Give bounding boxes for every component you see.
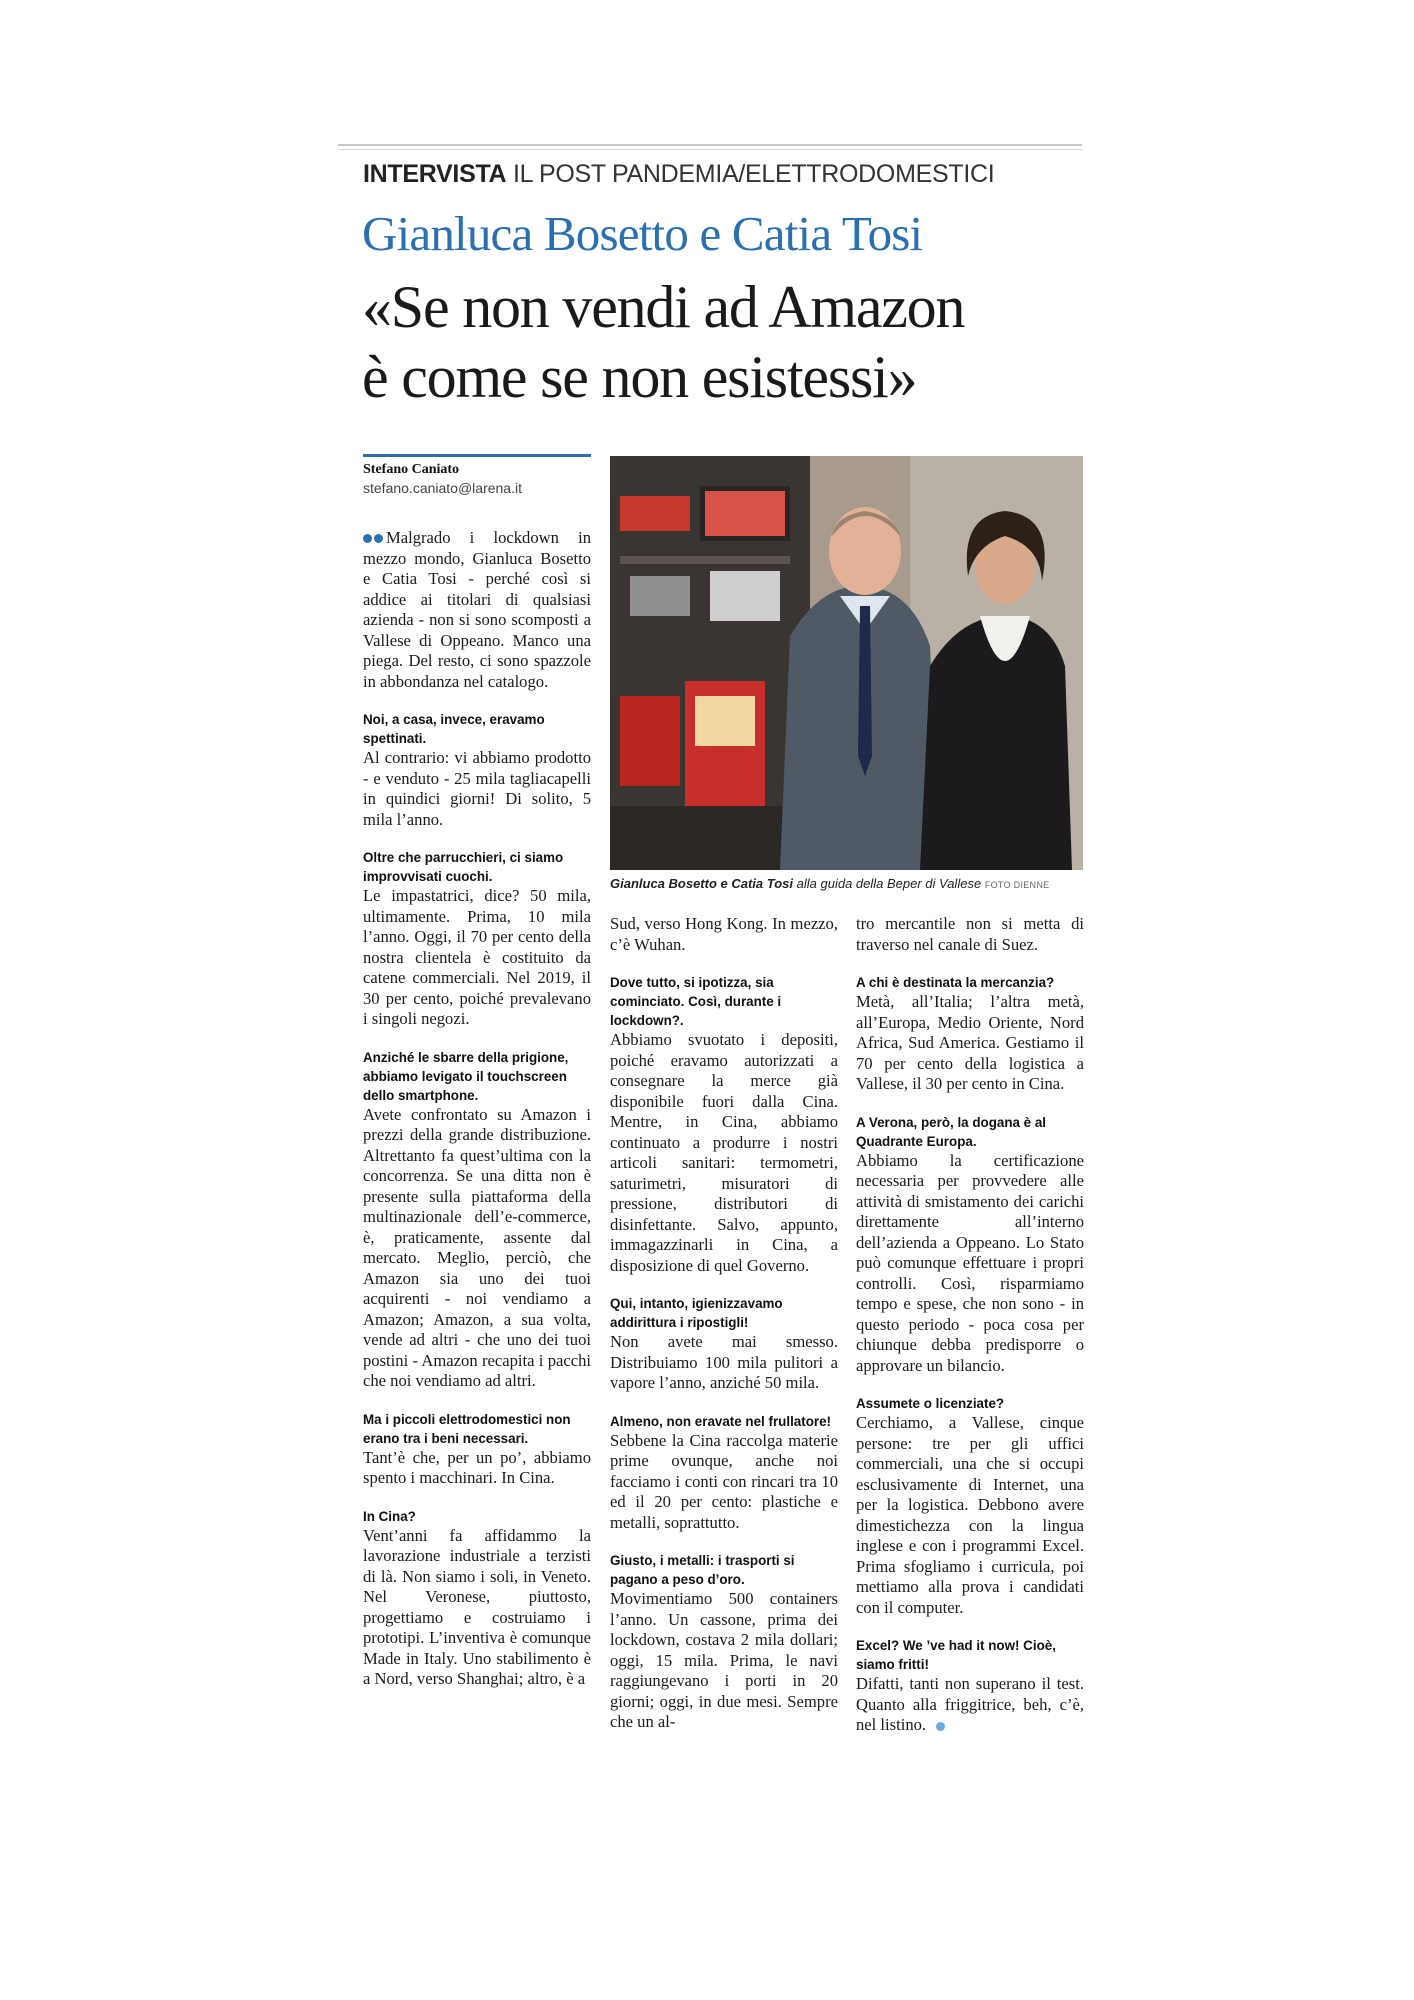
interview-answer: [610, 1332, 838, 1394]
interview-answer: [363, 1105, 591, 1392]
article-column-3: [856, 914, 1084, 1736]
kicker-topic: IL POST PANDEMIA/ELETTRODOMESTICI: [512, 160, 995, 188]
byline-author: Stefano Caniato: [363, 462, 460, 477]
answer-text: Malgrado i lockdown in mezzo mondo, Gianluca Bosetto e Catia Tosi - perché così si addice ai titolari di qualsiasi azienda - non si sono scomposti a Vallese di Oppeano. Manco una piega. Del resto, ci sono spazzole in abbondanza nel catalogo.: [363, 528, 591, 691]
caption-credit: FOTO DIENNE: [984, 880, 1050, 890]
interview-question: Ma i piccoli elettrodomestici non erano tra i beni necessari.: [363, 1411, 571, 1446]
article-photo: [610, 456, 1083, 870]
interview-answer: [610, 1431, 838, 1534]
photo-illustration: [610, 456, 1083, 870]
interview-question: Excel? We ’ve had it now! Cioè, siamo fritti!: [856, 1638, 1056, 1672]
interview-question: Oltre che parrucchieri, ci siamo improvvisati cuochi.: [363, 850, 564, 884]
interview-answer: [610, 1589, 838, 1733]
byline-email[interactable]: stefano.caniato@larena.it: [363, 480, 522, 496]
interview-question: Anziché le sbarre della prigione, abbiamo levigato il touchscreen dello smartphone.: [363, 1049, 569, 1103]
answer-text: Metà, all’Italia; l’altra metà, all’Europa, Medio Oriente, Nord Africa, Sud America. Gestiamo il 70 per cento della logistica a Vallese, il 30 per cento in Cina.: [856, 992, 1084, 1093]
interview-question: A Verona, però, la dogana è al Quadrante Europa.: [856, 1114, 1047, 1149]
interview-answer: [363, 886, 591, 1030]
interview-question: Almeno, non eravate nel frullatore!: [610, 1413, 831, 1429]
interview-question: In Cina?: [363, 1508, 416, 1524]
interview-answer: [363, 528, 591, 692]
headline-line-2: è come se non esistessi»: [362, 344, 917, 410]
answer-text: Cerchiamo, a Vallese, cinque persone: tre per gli uffici commerciali, una che si occupi esclusivamente di Internet, una per la logistica. Debbono avere dimestichezza con la lingua inglese e con i programmi Excel. Prima sfogliamo i curricula, poi mettiamo alla prova i candidati con il computer.: [856, 1413, 1084, 1617]
section-kicker: [363, 160, 994, 189]
interview-answer: [856, 914, 1084, 955]
interview-answer: [363, 1448, 591, 1489]
answer-text: Sud, verso Hong Kong. In mezzo, c’è Wuhan.: [610, 914, 838, 954]
kicker-section: INTERVISTA: [363, 160, 507, 188]
lead-bullet-icon: [363, 528, 386, 538]
answer-text: Difatti, tanti non superano il test. Quanto alla friggitrice, beh, c’è, nel listino.: [856, 1674, 1084, 1734]
answer-text: Le impastatrici, dice? 50 mila, ultimamente. Prima, 10 mila l’anno. Oggi, il 70 per cento della nostra clientela è costituito da catene commerciali. Nel 2019, il 30 per cento, poiché prevalevano i singoli negozi.: [363, 886, 591, 1028]
answer-text: Al contrario: vi abbiamo prodotto - e venduto - 25 mila tagliacapelli in quindici giorni! Di solito, 5 mila l’anno.: [363, 748, 591, 829]
interview-answer: [856, 1413, 1084, 1618]
interview-question: Noi, a casa, invece, eravamo spettinati.: [363, 712, 545, 746]
answer-text: Movimentiamo 500 containers l’anno. Un cassone, prima dei lockdown, costava 2 mila dollari; oggi, 15 mila. Prima, le navi raggiungevano i porti in 20 giorni; oggi, in due mesi. Sempre che un al-: [610, 1589, 838, 1731]
answer-text: Abbiamo la certificazione necessaria per provvedere alle attività di smistamento dei carichi direttamente all’interno dell’azienda a Oppeano. Lo Stato può comunque effettuare i propri controlli. Così, risparmiamo tempo e spese, che non sono - in questo periodo - poca cosa per chiunque debba predisporre o approvare un bilancio.: [856, 1150, 1084, 1375]
caption-names: Gianluca Bosetto e Catia Tosi: [610, 876, 794, 891]
interview-question: Assumete o licenziate?: [856, 1396, 1005, 1411]
article-column-1: [363, 528, 591, 1690]
header-rule: [338, 144, 1082, 146]
article-column-2: [610, 914, 838, 1733]
answer-text: Non avete mai smesso. Distribuiamo 100 mila pulitori a vapore l’anno, anziché 50 mila.: [610, 1332, 838, 1392]
answer-text: Avete confrontato su Amazon i prezzi della grande distribuzione. Altrettanto fa quest’ultima con la concorrenza. Se una ditta non è presente sulla piattaforma della multinazionale dell’e-commerce, è, praticamente, assente dal mercato. Meglio, perciò, che Amazon sia uno dei tuoi acquirenti - noi vendiamo a Amazon; Amazon, a sua volta, vende ad altri - che uno dei tuoi postini - Amazon recapita i pacchi che noi vendiamo ad altri.: [363, 1104, 591, 1390]
interview-answer: [856, 1151, 1084, 1377]
interview-answer: [856, 1674, 1084, 1736]
interview-answer: [363, 748, 591, 830]
interviewee-names: Gianluca Bosetto e Catia Tosi: [362, 206, 923, 261]
byline-rule: [363, 454, 591, 457]
answer-text: Abbiamo svuotato i depositi, poiché eravamo autorizzati a consegnare la merce già disponibile fuori dalla Cina. Mentre, in Cina, abbiamo continuato a produrre i nostri articoli sanitari: termometri, saturimetri, misuratori di pressione, distributori di disinfettante. Salvo, appunto, immagazzinarli in Cina, a disposizione di quel Governo.: [610, 1030, 838, 1275]
interview-question: Dove tutto, si ipotizza, sia cominciato. Così, durante i lockdown?.: [610, 975, 782, 1028]
headline-line-1: «Se non vendi ad Amazon: [362, 274, 965, 340]
interview-answer: [610, 1030, 838, 1276]
answer-text: tro mercantile non si metta di traverso nel canale di Suez.: [856, 914, 1084, 954]
header-rule-thin: [338, 149, 1082, 150]
interview-answer: [363, 1526, 591, 1690]
caption-text: alla guida della Beper di Vallese: [796, 876, 982, 891]
interview-answer: [610, 914, 838, 955]
answer-text: Sebbene la Cina raccolga materie prime ovunque, anche noi facciamo i conti con rincari tra 10 ed il 20 per cento: plastiche e metalli, soprattutto.: [610, 1430, 838, 1532]
interview-question: Qui, intanto, igienizzavamo addirittura i ripostigli!: [610, 1296, 783, 1330]
headline: [362, 272, 1082, 412]
answer-text: Tant’è che, per un po’, abbiamo spento i macchinari. In Cina.: [363, 1447, 591, 1487]
interview-question: A chi è destinata la mercanzia?: [856, 975, 1055, 990]
interview-answer: [856, 992, 1084, 1095]
answer-text: Vent’anni fa affidammo la lavorazione industriale a terzisti di là. Non siamo i soli, in Veneto. Nel Veronese, piuttosto, progettiamo e costruiamo i prototipi. L’inventiva è comunque Made in Italy. Uno stabilimento è a Nord, verso Shanghai; altro, è a: [363, 1525, 591, 1688]
interview-question: Giusto, i metalli: i trasporti si pagano a peso d’oro.: [610, 1553, 795, 1587]
photo-caption: [610, 876, 1083, 891]
end-mark-icon: [936, 1722, 945, 1731]
